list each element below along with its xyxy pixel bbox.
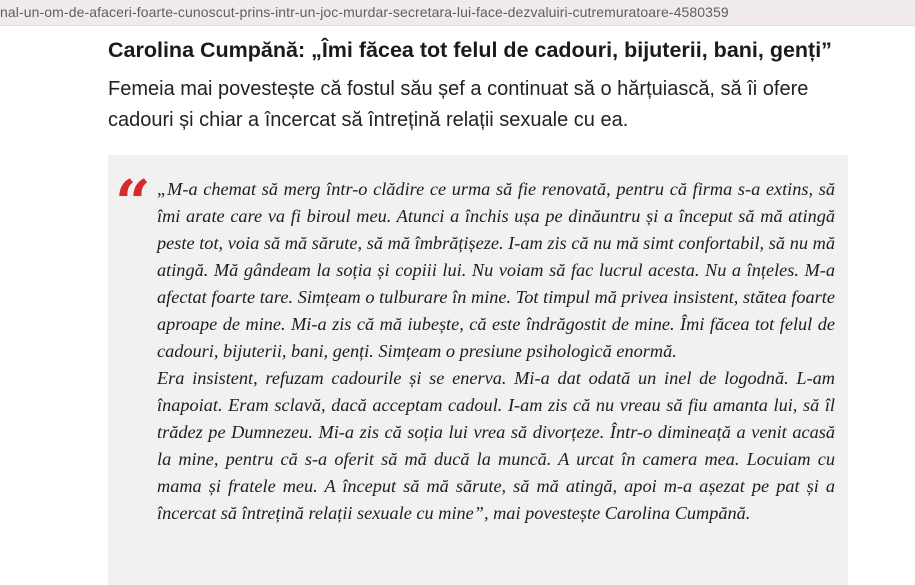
quote-text bbox=[157, 176, 835, 527]
quote-paragraph-1: „M-a chemat să merg într-o clădire ce urma să fie renovată, pentru că firma s-a extins, să îmi arate care va fi biroul meu. Atunci a închis ușa pe dinăuntru și a început să mă atingă peste tot, voia să mă sărute, să mă îmbrățișeze. I-am zis că nu mă simt confortabil, să nu mă atingă. Mă gândeam la soția și copiii lui. Nu voiam să fac lucrul acesta. Nu a înțeles. M-a afectat foarte tare. Simțeam o tulburare în mine. Tot timpul mă privea insistent, stătea foarte aproape de mine. Mi-a zis că mă iubește, că este îndrăgostit de mine. Îmi făcea tot felul de cadouri, bijuterii, bani, genți. Simțeam o presiune psihologică enormă. bbox=[157, 179, 835, 361]
article-heading: Carolina Cumpănă: „Îmi făcea tot felul de cadouri, bijuterii, bani, genți” bbox=[108, 38, 832, 62]
quote-mark-icon: “ bbox=[115, 166, 147, 239]
quote-paragraph-2: Era insistent, refuzam cadourile și se enerva. Mi-a dat odată un inel de logodnă. L-am înapoiat. Eram sclavă, dacă acceptam cadoul. I-am zis că nu vreau să fiu amanta lui, să îl trădez pe Dumnezeu. Mi-a zis că soția lui vrea să divorțeze. Într-o dimineață a venit acasă la mine, pentru că s-a oferit să mă ducă la muncă. A urcat în camera mea. Locuiam cu mama și fratele meu. A început să mă sărute, să mă atingă, apoi m-a așezat pe pat și a încercat să întrețină relații sexuale cu mine”, mai povestește Carolina Cumpănă. bbox=[157, 368, 835, 523]
address-bar-url[interactable]: nal-un-om-de-afaceri-foarte-cunoscut-prins-intr-un-joc-murdar-secretara-lui-face-dezvaluiri-cutremuratoare-4580359 bbox=[0, 4, 729, 20]
article-intro: Femeia mai povestește că fostul său șef a continuat să o hărțuiască, să îi ofere cadouri și chiar a încercat să întrețină relații sexuale cu ea. bbox=[108, 78, 809, 131]
address-bar[interactable] bbox=[0, 0, 915, 26]
